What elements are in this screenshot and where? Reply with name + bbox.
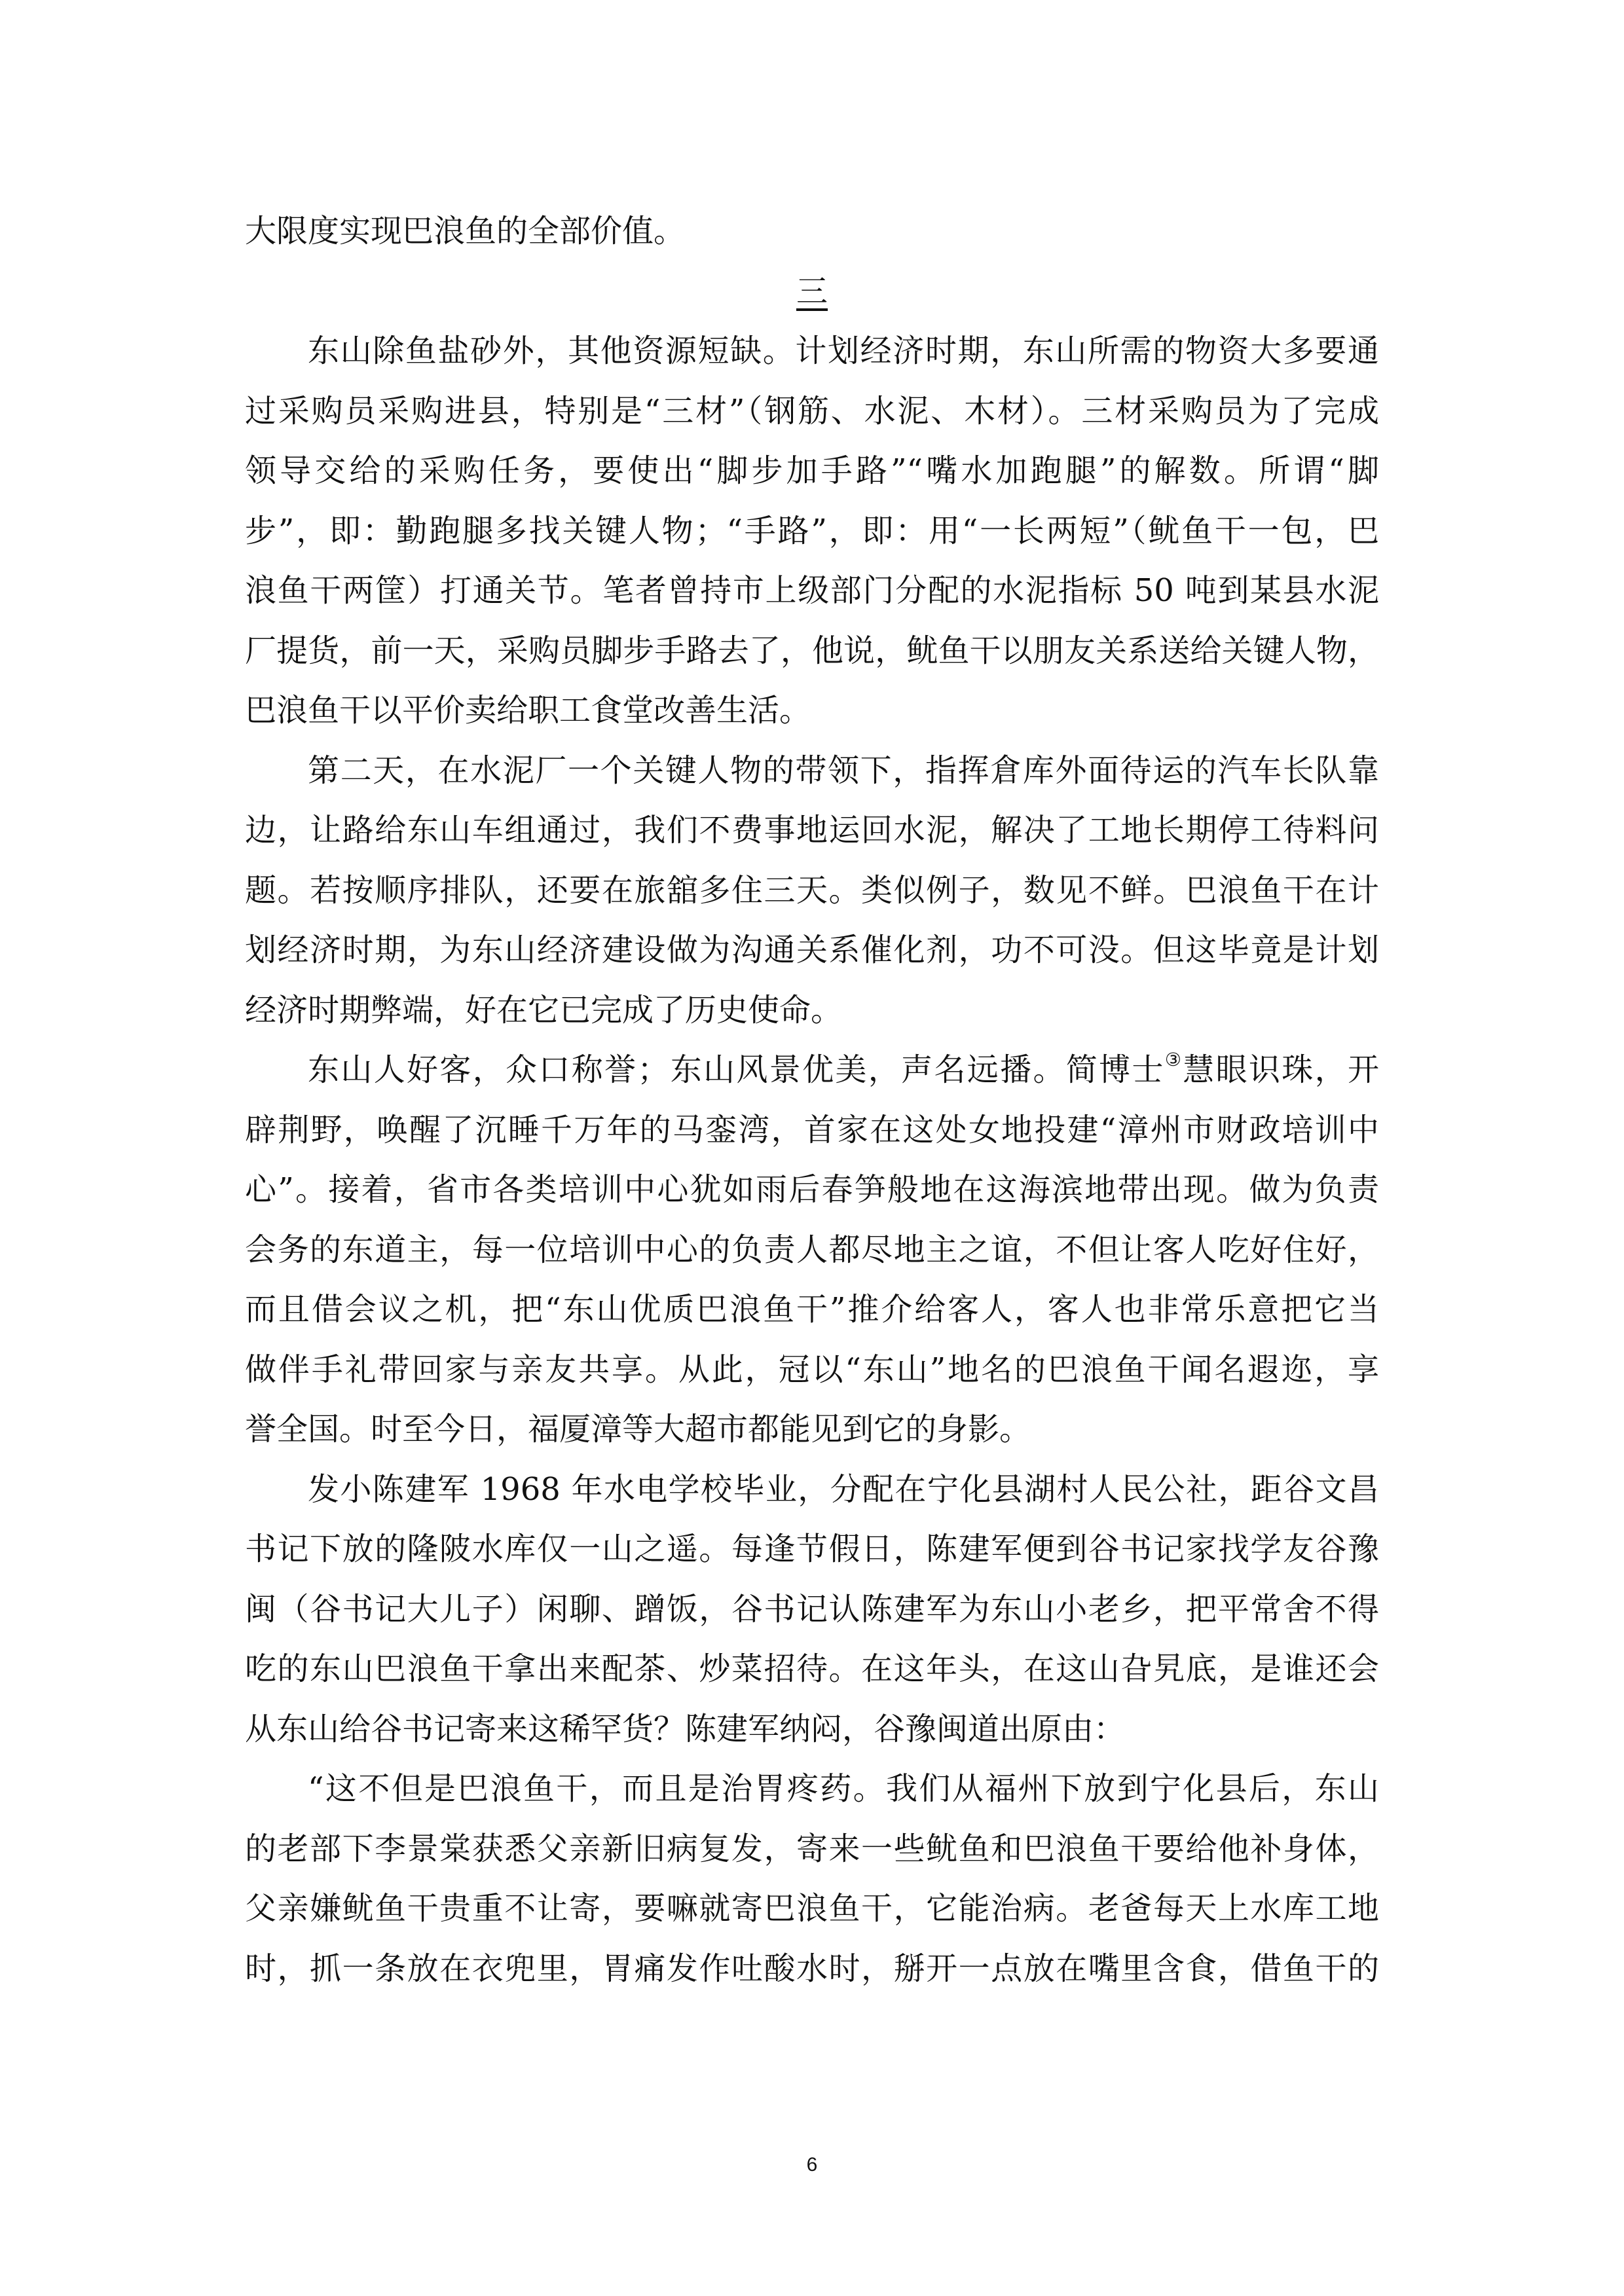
text-line: 书记下放的隆陂水库仅一山之遥。每逢节假日，陈建军便到谷书记家找学友谷豫 — [245, 1531, 1379, 1567]
text-line: 发小陈建军 1968 年水电学校毕业，分配在宁化县湖村人民公社，距谷文昌 — [308, 1470, 1379, 1508]
text-segment: 东山人好客，众口称誉；东山风景优美，声名远播。简博士 — [308, 1051, 1165, 1088]
text-line: 第二天，在水泥厂一个关键人物的带领下，指挥倉库外面待运的汽车长队靠 — [308, 752, 1379, 789]
text-line: 浪鱼干两筐）打通关节。笔者曾持市上级部门分配的水泥指标 50 吨到某县水泥 — [245, 572, 1379, 609]
page-number: 6 — [806, 2154, 818, 2176]
text-line: 心”。接着，省市各类培训中心犹如雨后春笋般地在这海滨地带出现。做为负责 — [245, 1171, 1379, 1208]
text-line: 吃的东山巴浪鱼干拿出来配茶、炒菜招待。在这年头，在这山旮旯底，是谁还会 — [245, 1650, 1379, 1687]
text-line: 父亲嫌鱿鱼干贵重不让寄，要嘛就寄巴浪鱼干，它能治病。老爸每天上水库工地 — [245, 1890, 1379, 1927]
text-line: 步”，即：勤跑腿多找关键人物；“手路”，即：用“一长两短”（鱿鱼干一包，巴 — [245, 512, 1379, 549]
text-line: 会务的东道主，每一位培训中心的负责人都尽地主之谊，不但让客人吃好住好， — [245, 1231, 1379, 1268]
text-line: 从东山给谷书记寄来这稀罕货？陈建军纳闷，谷豫闽道出原由： — [245, 1710, 1126, 1747]
text-line: 边，让路给东山车组通过，我们不费事地运回水泥，解决了工地长期停工待料问 — [245, 812, 1379, 848]
text-line: 时，抓一条放在衣兜里，胃痛发作吐酸水时，掰开一点放在嘴里含食，借鱼干的 — [245, 1950, 1379, 1987]
text-line: 经济时期弊端，好在它已完成了历史使命。 — [245, 991, 843, 1029]
text-line: 东山除鱼盐砂外，其他资源短缺。计划经济时期，东山所需的物资大多要通 — [308, 333, 1379, 369]
text-line: 誉全国。时至今日，福厦漳等大超市都能见到它的身影。 — [245, 1411, 1031, 1448]
text-line — [245, 1040, 1379, 1101]
footnote-marker: ③ — [1164, 1049, 1183, 1070]
text-line: 而且借会议之机，把“东山优质巴浪鱼干”推介给客人，客人也非常乐意把它当 — [245, 1291, 1379, 1328]
text-line: 闽（谷书记大儿子）闲聊、蹭饭，谷书记认陈建军为东山小老乡，把平常舍不得 — [245, 1590, 1379, 1628]
section-heading: 三 — [796, 272, 828, 310]
text-line: 大限度实现巴浪鱼的全部价值。 — [245, 213, 686, 249]
body-text — [245, 202, 1379, 1999]
text-line: 过采购员采购进县，特别是“三材”（钢筋、水泥、木材）。三材采购员为了完成 — [245, 392, 1379, 429]
text-line: 划经济时期，为东山经济建设做为沟通关系催化剂，功不可没。但这毕竟是计划 — [245, 932, 1379, 968]
text-line: 领导交给的采购任务，要使出“脚步加手路”“嘴水加跑腿”的解数。所谓“脚 — [245, 452, 1379, 489]
text-line: 做伴手礼带回家与亲友共享。从此，冠以“东山”地名的巴浪鱼干闻名遐迩，享 — [245, 1351, 1379, 1388]
text-line: 巴浪鱼干以平价卖给职工食堂改善生活。 — [245, 692, 811, 729]
text-line: 的老部下李景棠获悉父亲新旧病复发，寄来一些鱿鱼和巴浪鱼干要给他补身体， — [245, 1830, 1379, 1867]
text-line: 厂提货，前一天，采购员脚步手路去了，他说，鱿鱼干以朋友关系送给关键人物， — [245, 632, 1379, 669]
text-line: 辟荆野，唤醒了沉睡千万年的马銮湾，首家在这处女地投建“漳州市财政培训中 — [245, 1111, 1379, 1148]
text-line: 题。若按顺序排队，还要在旅舘多住三天。类似例子，数见不鲜。巴浪鱼干在计 — [245, 871, 1379, 909]
text-line: “这不但是巴浪鱼干，而且是治胃疼药。我们从福州下放到宁化县后，东山 — [308, 1770, 1379, 1807]
text-segment: 慧眼识珠，开 — [1183, 1051, 1379, 1088]
